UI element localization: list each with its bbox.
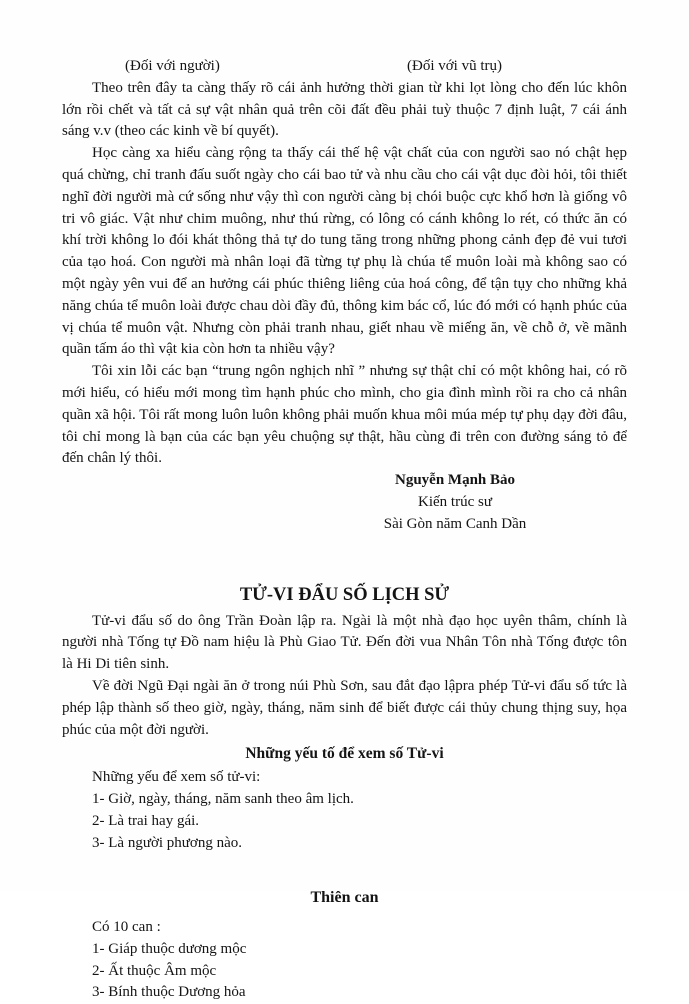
heading-thien-can: Thiên can (310, 889, 379, 907)
thien-can-item-3: 3- Bính thuộc Dương hỏa (92, 984, 246, 1001)
paragraph-tran-doan: Tử-vi đẩu số do ông Trần Đoàn lập ra. Ngài là một nhà đạo học uyên thâm, chính là người nhà Tống tự Đồ nam hiệu là Phù Giao Tử. Đến đời vua Nhân Tôn nhà Tống được tôn là Hi Di tiên sinh. (62, 612, 627, 673)
signature-block (305, 470, 605, 535)
column-headers (62, 56, 627, 78)
paragraph-ngu-dai: Về đời Ngũ Đại ngài ăn ở trong núi Phù Sơn, sau đắt đạo lậpra phép Tử-vi đẩu số tức là phép lập thành số theo giờ, ngày, tháng, năm sinh để biết được cái thủy chung thịng suy, họa phúc của một đời người. (62, 677, 627, 738)
signature-title: Kiến trúc sư (418, 493, 492, 510)
factors-item-3: 3- Là người phương nào. (92, 834, 243, 851)
section-title-history: TỬ-VI ĐẨU SỐ LỊCH SỬ (239, 584, 450, 605)
paragraph-material-world: Học càng xa hiểu càng rộng ta thấy cái thế hệ vật chất của con người sao nó chật hẹp quá chừng, chỉ tranh đấu suốt ngày cho cái bao tử và nhu cầu cho cái vật dục đòi hỏi, tôi thiết nghĩ đời người mà cứ sống như vậy thì con người càng bị chói buộc cực khổ hơn là giống vô tri vô giác. Vật như chim muông, như thú rừng, có lông có cánh không lo rét, có thức ăn có khí trời không lo đói khát thông thả tự do tung tăng trong những phong cảnh đẹp đẻ vui tươi của tạo hoá. Con người mà nhân loại đã từng tự phụ là chúa tể muôn loài mà không sao có một ngày yên vui để an hưởng cái phúc thiêng liêng của hoá công, để tận tụy cho những khả năng chúa tể muôn loài được chau dòi đầy đủ, thông kim bác cổ, lúc đó mới có hạnh phúc của vị chúa tể muôn vật. Nhưng còn phải tranh nhau, giết nhau về miếng ăn, về chỗ ở, về mãnh quần tấm áo thì vật kia còn hơn ta nhiều vậy? (62, 145, 627, 358)
signature-place: Sài Gòn năm Canh Dần (383, 515, 527, 532)
signature-name: Nguyễn Mạnh Bảo (394, 472, 516, 489)
factors-item-1: 1- Giờ, ngày, tháng, năm sanh theo âm lịch. (92, 790, 354, 807)
thien-can-intro: Có 10 can : (92, 919, 161, 936)
paragraph-apology-truth: Tôi xin lỗi các bạn “trung ngôn nghịch nhĩ ” nhưng sự thật chỉ có một không hai, có rõ mới hiểu, có hiểu mới mong tìm hạnh phúc cho mình, cho gia đình mình rồi ra cho cả nhân quần xã hội. Tôi rất mong luôn luôn không phải muốn khua môi múa mép tự phụ dạy đời đâu, tôi chỉ mong là bạn của các bạn yêu chuộng sự thật, hầu cùng đi trên con đường sáng tỏ để đến chân lý thôi. (62, 363, 627, 467)
factors-item-2: 2- Là trai hay gái. (92, 812, 200, 829)
header-doi-voi-nguoi: (Đối với người) (125, 58, 220, 74)
factors-intro: Những yếu để xem số tử-vi: (92, 769, 261, 786)
thien-can-item-1: 1- Giáp thuộc dương mộc (92, 940, 247, 957)
paragraph-influence-of-time: Theo trên đây ta càng thấy rõ cái ảnh hưởng thời gian từ khi lọt lòng cho đến lúc khôn lớn rồi chết và tất cả sự vật nhân quả trên cõi đất đều phải tuỳ thuộc 7 định luật, 7 cái ánh sáng v.v (theo các kinh về bí quyết). (62, 79, 627, 140)
heading-factors: Những yếu tố để xem số Tử-vi (245, 745, 444, 763)
header-doi-voi-vu-tru: (Đối với vũ trụ) (407, 58, 503, 74)
section-history-body (62, 611, 627, 742)
thien-can-item-2: 2- Ất thuộc Âm mộc (92, 962, 217, 979)
